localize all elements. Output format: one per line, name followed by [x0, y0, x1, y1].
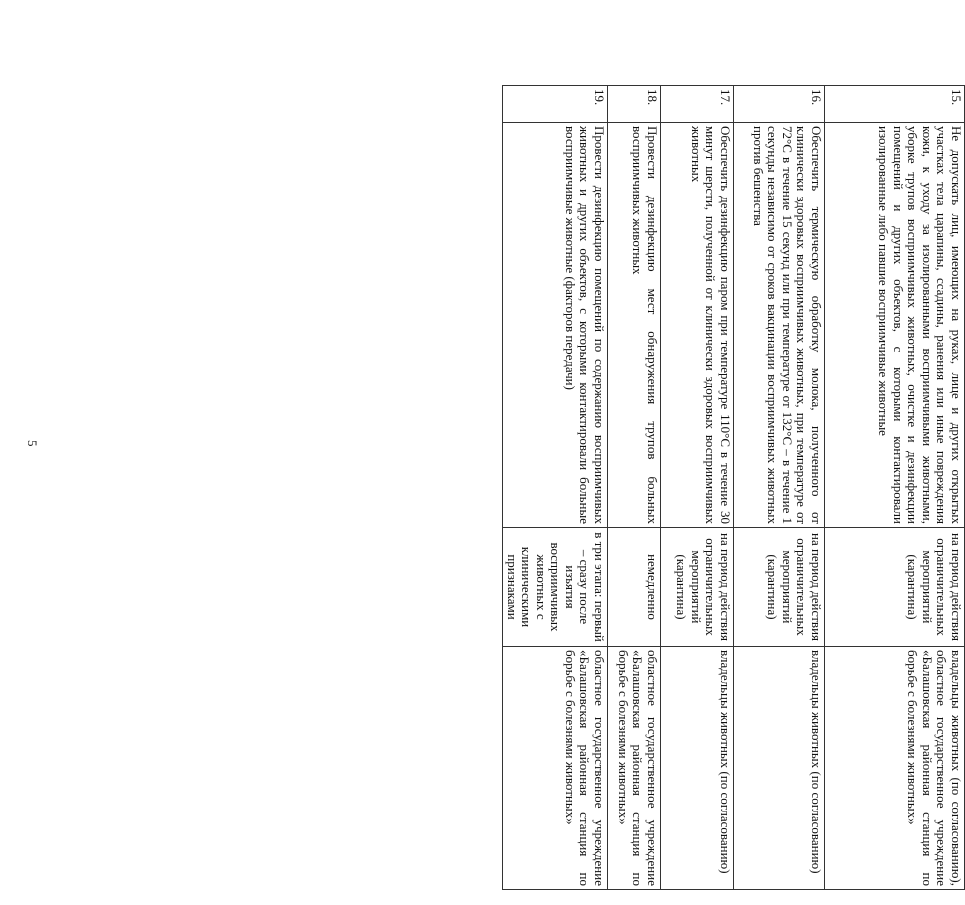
- row-number: 17.: [661, 86, 734, 123]
- measure-term: на период действия ограничительных мероприятий (карантина): [734, 528, 825, 647]
- table-row: [503, 86, 608, 890]
- table-row: [734, 86, 825, 890]
- measure-term: на период действия ограничительных мероприятий (карантина): [825, 528, 965, 647]
- row-number: 18.: [608, 86, 661, 123]
- measure-term: в три этапа: первый – сразу после изъятия восприимчивых животных с клиническими признаками: [503, 528, 608, 647]
- measures-table: [503, 85, 965, 890]
- table-row: [825, 86, 965, 890]
- table-row: [661, 86, 734, 890]
- measure-text: Провести дезинфекцию мест обнаружения трупов больных восприимчивых животных: [608, 123, 661, 528]
- table-row: [608, 86, 661, 890]
- measure-text: Обеспечить термическую обработку молока, полученного от клинически здоровых восприимчивых животных, при температуре от 72°С в течение 15 секунд или при температуре от 132°С – в течение 1 секунды независимо от сроков вакцинации восприимчивых животных против бешенства: [734, 123, 825, 528]
- measure-text: Не допускать лиц, имеющих на руках, лице и других открытых участках тела царапины, ссадины, ранения или иные повреждения кожи, к уходу за изолированными восприимчивыми животными, уборке трупов восприимчивых животных, очистке и дезинфекции помещений и других объектов, с которыми контактировали изолированные либо павшие восприимчивые животные: [825, 123, 965, 528]
- measure-responsible: областное государственное учреждение «Балашовская районная станция по борьбе с болезнями животных»: [503, 647, 608, 890]
- measure-responsible: областное государственное учреждение «Балашовская районная станция по борьбе с болезнями животных»: [608, 647, 661, 890]
- row-number: 16.: [734, 86, 825, 123]
- row-number: 19.: [503, 86, 608, 123]
- measure-text: Провести дезинфекцию помещений по содержанию восприимчивых животных и других объектов, с которыми контактировали больные восприимчивые животные (факторов передачи): [503, 123, 608, 528]
- row-number: 15.: [825, 86, 965, 123]
- measure-text: Обеспечить дезинфекцию паром при температуре 110°С в течение 30 минут шерсти, полученной от клинически здоровых восприимчивых животных: [661, 123, 734, 528]
- measure-responsible: владельцы животных (по согласованию), областное государственное учреждение «Балашовская районная станция по борьбе с болезнями животных»: [825, 647, 965, 890]
- rotated-table-wrapper: [505, 85, 965, 890]
- page-number: 5: [25, 440, 40, 447]
- measure-responsible: владельцы животных (по согласованию): [661, 647, 734, 890]
- measure-term: немедленно: [608, 528, 661, 647]
- measure-responsible: владельцы животных (по согласованию): [734, 647, 825, 890]
- measure-term: на период действия ограничительных мероприятий (карантина): [661, 528, 734, 647]
